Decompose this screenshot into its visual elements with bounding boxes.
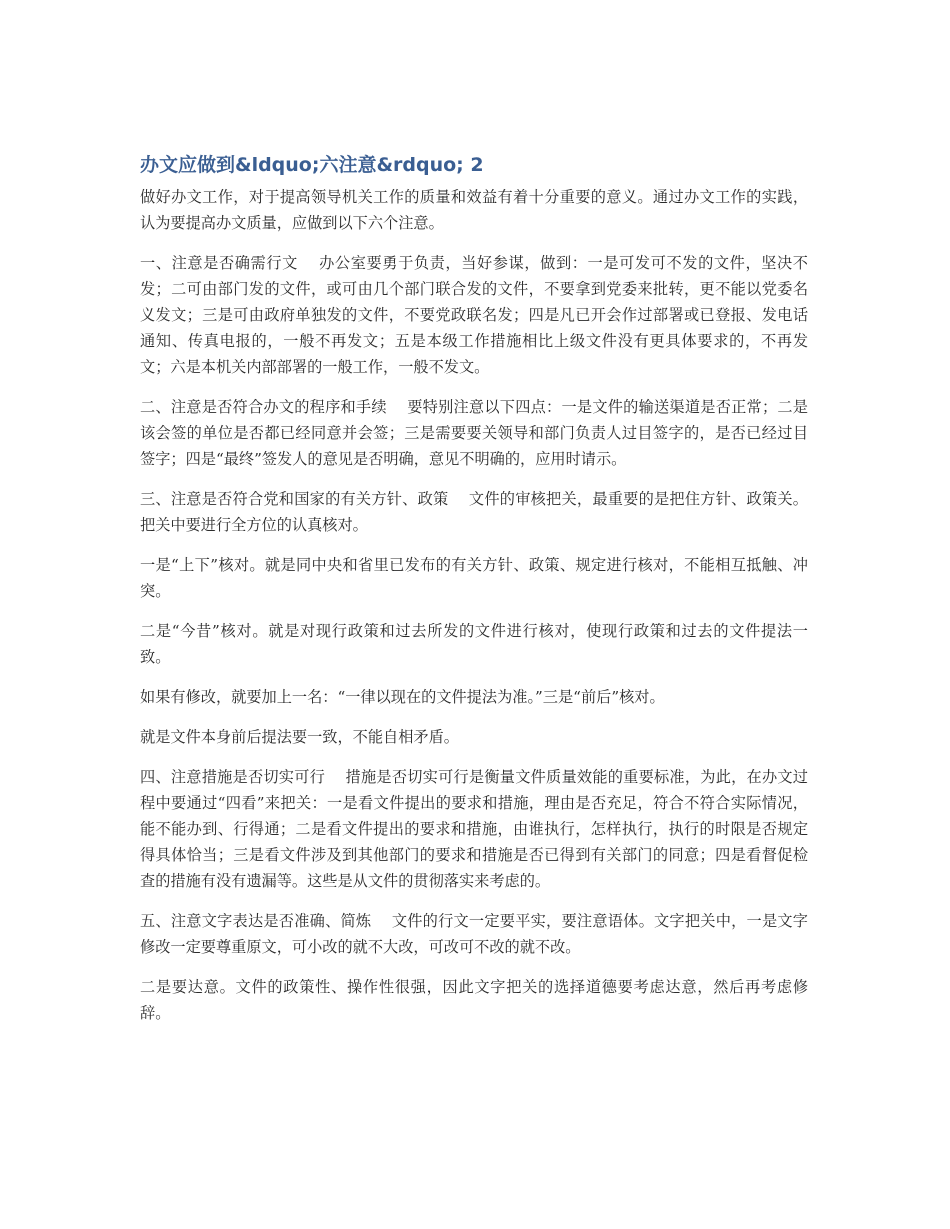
section-4-paragraph: 四、注意措施是否切实可行 措施是否切实可行是衡量文件质量效能的重要标准，为此，在办文过程中要通过“四看”来把关：一是看文件提出的要求和措施，理由是否充足，符合不符合实际情况，能不能办到、行得通；二是看文件提出的要求和措施，由谁执行，怎样执行，执行的时限是否规定得具体恰当；三是看文件涉及到其他部门的要求和措施是否已得到有关部门的同意；四是看督促检查的措施有没有遗漏等。这些是从文件的贯彻落实来考虑的。: [140, 768, 808, 890]
expression-paragraph: 二是要达意。文件的政策性、操作性很强，因此文字把关的选择道德要考虑达意，然后再考虑修辞。: [140, 978, 808, 1022]
section-1-paragraph: 一、注意是否确需行文 办公室要勇于负责，当好参谋，做到：一是可发可不发的文件，坚决不发；二可由部门发的文件，或可由几个部门联合发的文件，不要拿到党委来批转，更不能以党委名义发文；三是可由政府单独发的文件，不要党政联名发；四是凡已开会作过部署或已登报、发电话通知、传真电报的，一般不再发文；五是本级工作措施相比上级文件没有更具体要求的，不再发文；六是本机关内部部署的一般工作，一般不发文。: [140, 254, 808, 376]
consistency-paragraph: 就是文件本身前后提法要一致，不能自相矛盾。: [140, 728, 459, 746]
section-5-paragraph: 五、注意文字表达是否准确、简炼 文件的行文一定要平实，要注意语体。文字把关中，一是文字修改一定要尊重原文，可小改的就不大改，可改可不改的就不改。: [140, 912, 808, 956]
section-2-paragraph: 二、注意是否符合办文的程序和手续 要特别注意以下四点：一是文件的输送渠道是否正常；二是该会签的单位是否都已经同意并会签；三是需要要关领导和部门负责人过目签字的，是否已经过目签字；四是“最终”签发人的意见是否明确，意见不明确的，应用时请示。: [140, 398, 808, 468]
check-past-present-paragraph: 二是“今昔”核对。就是对现行政策和过去所发的文件进行核对，使现行政策和过去的文件提法一致。: [140, 622, 808, 666]
document-title: 办文应做到&ldquo;六注意&rdquo; 2: [140, 154, 484, 176]
intro-paragraph: 做好办文工作，对于提高领导机关工作的质量和效益有着十分重要的意义。通过办文工作的实践，认为要提高办文质量，应做到以下六个注意。: [140, 188, 808, 232]
revision-note-paragraph: 如果有修改，就要加上一名：“一律以现在的文件提法为准。”三是“前后”核对。: [140, 688, 665, 706]
section-3-paragraph: 三、注意是否符合党和国家的有关方针、政策 文件的审核把关，最重要的是把住方针、政策关。把关中要进行全方位的认真核对。: [140, 490, 808, 534]
check-up-down-paragraph: 一是“上下”核对。就是同中央和省里已发布的有关方针、政策、规定进行核对，不能相互抵触、冲突。: [140, 556, 808, 600]
document-body: [140, 150, 808, 1040]
